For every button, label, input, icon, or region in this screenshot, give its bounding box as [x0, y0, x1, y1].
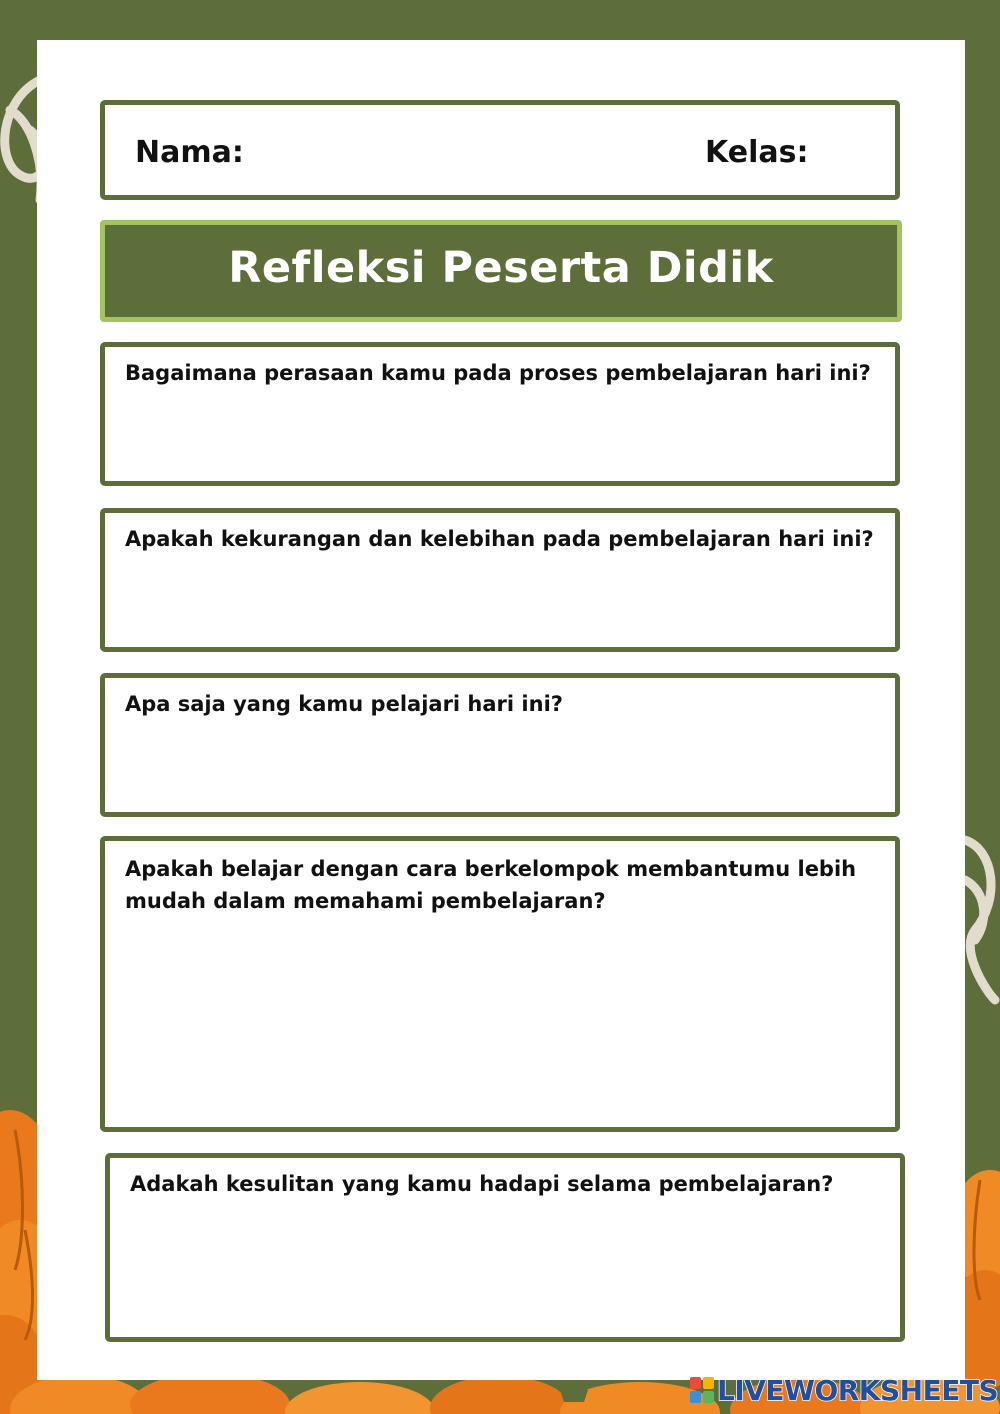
liveworksheets-logo-icon — [690, 1377, 714, 1403]
question-4-text: Apakah belajar dengan cara berkelompok membantumu lebih mudah dalam memahami pembelajaran? — [125, 857, 857, 913]
name-label: Nama: — [135, 135, 244, 170]
logo-square-yellow — [703, 1377, 714, 1389]
watermark-text: LIVEWORKSHEETS — [717, 1373, 999, 1407]
logo-square-blue — [690, 1391, 701, 1403]
question-box-4[interactable] — [100, 836, 900, 1132]
liveworksheets-watermark — [690, 1372, 998, 1408]
question-1-text: Bagaimana perasaan kamu pada proses pembelajaran hari ini? — [125, 361, 871, 385]
question-box-3[interactable] — [100, 673, 900, 817]
title-banner — [100, 220, 902, 322]
page-title: Refleksi Peserta Didik — [228, 243, 774, 293]
question-box-1[interactable] — [100, 342, 900, 486]
question-3-text: Apa saja yang kamu pelajari hari ini? — [125, 692, 563, 716]
question-5-text: Adakah kesulitan yang kamu hadapi selama pembelajaran? — [130, 1172, 834, 1196]
student-info-box — [100, 100, 900, 200]
question-box-5[interactable] — [105, 1153, 905, 1342]
logo-square-red — [690, 1377, 701, 1389]
logo-square-green — [703, 1391, 714, 1403]
class-label: Kelas: — [705, 135, 809, 170]
question-box-2[interactable] — [100, 508, 900, 652]
question-2-text: Apakah kekurangan dan kelebihan pada pembelajaran hari ini? — [125, 527, 874, 551]
